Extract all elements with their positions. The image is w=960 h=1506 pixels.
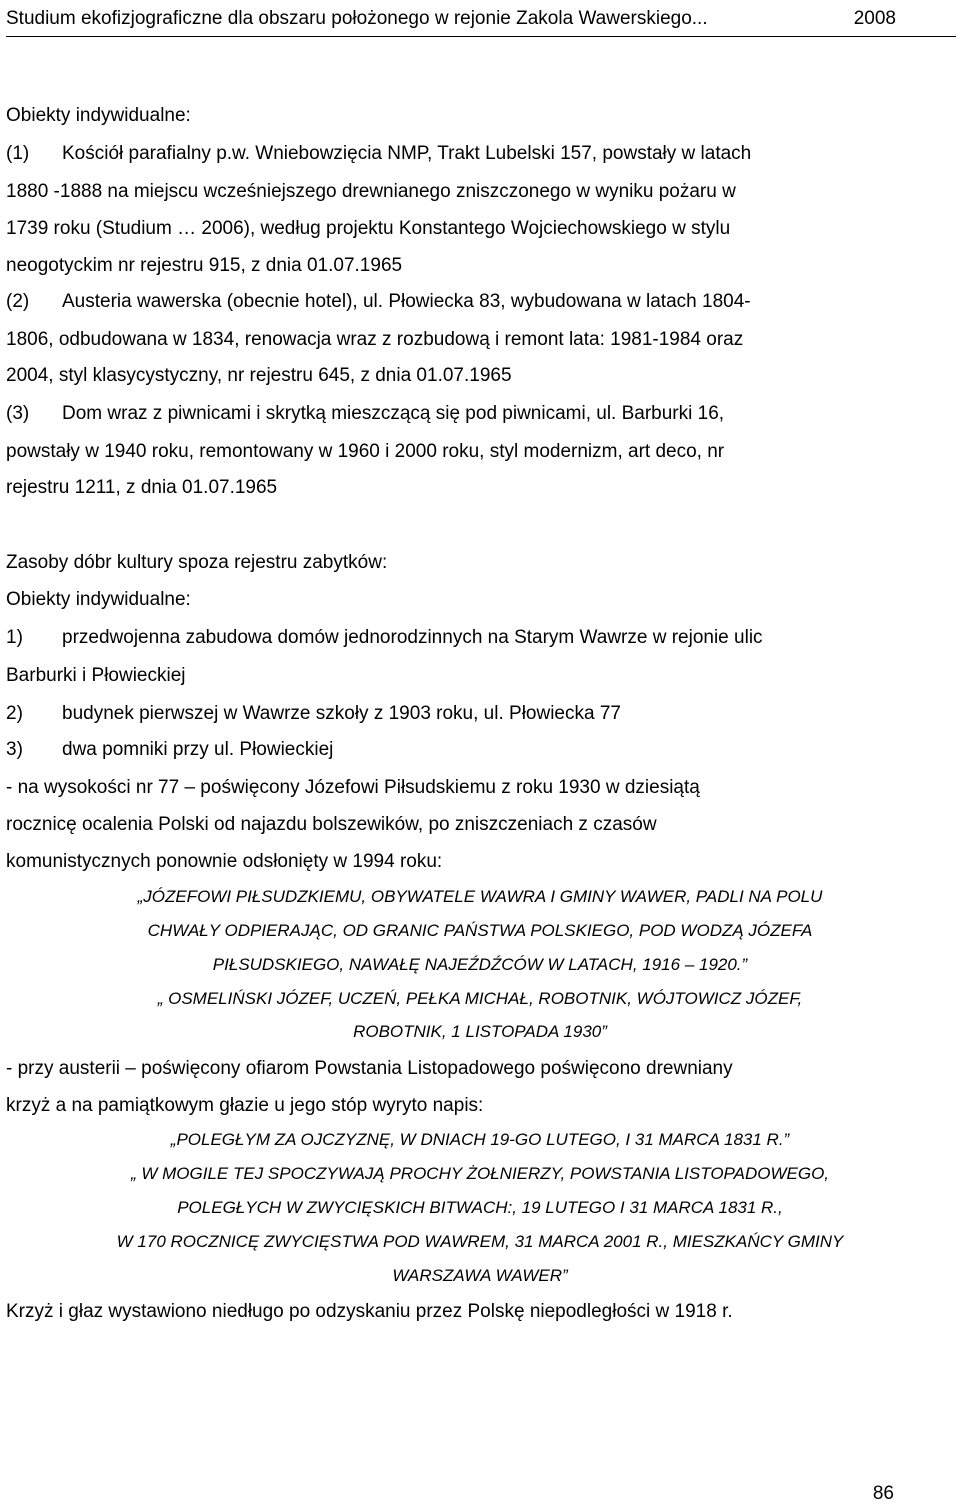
item-text: budynek pierwszej w Wawrze szkoły z 1903 roku, ul. Płowiecka 77 xyxy=(62,703,621,724)
item-text: Dom wraz z piwnicami i skrytką mieszczącą się pod piwnicami, ul. Barburki 16, xyxy=(62,403,725,424)
inscription-line: W 170 ROCZNICĘ ZWYCIĘSTWA POD WAWREM, 31 MARCA 2001 R., MIESZKAŃCY GMINY xyxy=(116,1232,844,1251)
item-text-line: powstały w 1940 roku, remontowany w 1960 i 2000 roku, styl modernizm, art deco, nr xyxy=(6,441,725,462)
section-intro: Zasoby dóbr kultury spoza rejestru zabytków: xyxy=(6,552,388,573)
item-number: 3) xyxy=(6,739,23,760)
item-text-line: Barburki i Płowieckiej xyxy=(6,665,186,686)
item-number: (3) xyxy=(6,403,30,424)
monument-text-line: - przy austerii – poświęcony ofiarom Powstania Listopadowego poświęcono drewniany xyxy=(6,1058,733,1079)
inscription-line: „POLEGŁYM ZA OJCZYZNĘ, W DNIACH 19-GO LUTEGO, I 31 MARCA 1831 R.” xyxy=(170,1130,790,1149)
header-year: 2008 xyxy=(853,8,896,29)
item-number: (1) xyxy=(6,143,30,164)
header-title: Studium ekofizjograficzne dla obszaru położonego w rejonie Zakola Wawerskiego... xyxy=(6,8,708,29)
inscription-line: „JÓZEFOWI PIŁSUDZKIEMU, OBYWATELE WAWRA I GMINY WAWER, PADLI NA POLU xyxy=(137,887,823,906)
item-number: (2) xyxy=(6,291,30,312)
inscription-line: POLEGŁYCH W ZWYCIĘSKICH BITWACH:, 19 LUTEGO I 31 MARCA 1831 R., xyxy=(177,1198,783,1217)
inscription-line: „ W MOGILE TEJ SPOCZYWAJĄ PROCHY ŻOŁNIERZY, POWSTANIA LISTOPADOWEGO, xyxy=(130,1164,830,1183)
closing-text: Krzyż i głaz wystawiono niedługo po odzyskaniu przez Polskę niepodległości w 1918 r. xyxy=(6,1301,733,1322)
item-text: Austeria wawerska (obecnie hotel), ul. Płowiecka 83, wybudowana w latach 1804- xyxy=(62,291,751,312)
monument-text-line: komunistycznych ponownie odsłonięty w 1994 roku: xyxy=(6,851,443,872)
item-text-line: 1880 -1888 na miejscu wcześniejszego drewnianego zniszczonego w wyniku pożaru w xyxy=(6,181,736,202)
inscription-line: PIŁSUDSKIEGO, NAWAŁĘ NAJEŹDŹCÓW W LATACH, 1916 – 1920.” xyxy=(212,955,748,974)
section-heading: Obiekty indywidualne: xyxy=(6,105,191,126)
item-number: 1) xyxy=(6,627,23,648)
page-number: 86 xyxy=(872,1483,894,1504)
item-text: dwa pomniki przy ul. Płowieckiej xyxy=(62,739,334,760)
item-text-line: rejestru 1211, z dnia 01.07.1965 xyxy=(6,477,278,498)
item-number: 2) xyxy=(6,703,23,724)
item-text-line: 1806, odbudowana w 1834, renowacja wraz z rozbudową i remont lata: 1981-1984 oraz xyxy=(6,329,744,350)
item-text-line: 1739 roku (Studium … 2006), według projektu Konstantego Wojciechowskiego w stylu xyxy=(6,218,731,239)
monument-text-line: - na wysokości nr 77 – poświęcony Józefowi Piłsudskiemu z roku 1930 w dziesiątą xyxy=(6,777,700,798)
inscription-line: ROBOTNIK, 1 LISTOPADA 1930” xyxy=(353,1022,607,1041)
section-heading: Obiekty indywidualne: xyxy=(6,589,191,610)
monument-text-line: rocznicę ocalenia Polski od najazdu bolszewików, po zniszczeniach z czasów xyxy=(6,814,657,835)
item-text: Kościół parafialny p.w. Wniebowzięcia NMP, Trakt Lubelski 157, powstały w latach xyxy=(62,143,752,164)
item-text-line: 2004, styl klasycystyczny, nr rejestru 645, z dnia 01.07.1965 xyxy=(6,365,512,386)
inscription-line: „ OSMELIŃSKI JÓZEF, UCZEŃ, PEŁKA MICHAŁ, ROBOTNIK, WÓJTOWICZ JÓZEF, xyxy=(157,989,803,1008)
page-header xyxy=(6,2,956,37)
item-text-line: neogotyckim nr rejestru 915, z dnia 01.07.1965 xyxy=(6,255,403,276)
monument-text-line: krzyż a na pamiątkowym głazie u jego stóp wyryto napis: xyxy=(6,1095,484,1116)
inscription-line: WARSZAWA WAWER” xyxy=(392,1266,568,1285)
inscription-line: CHWAŁY ODPIERAJĄC, OD GRANIC PAŃSTWA POLSKIEGO, POD WODZĄ JÓZEFA xyxy=(147,921,813,940)
item-text: przedwojenna zabudowa domów jednorodzinnych na Starym Wawrze w rejonie ulic xyxy=(62,627,763,648)
